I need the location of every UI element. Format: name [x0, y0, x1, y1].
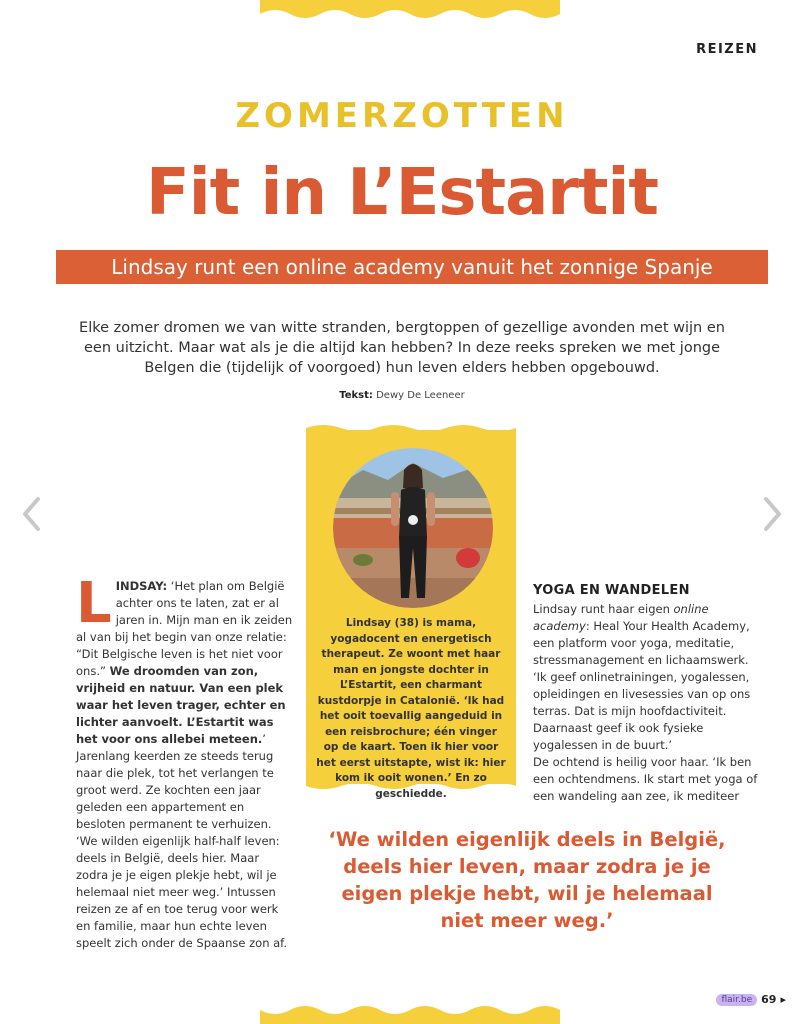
- right-paragraph-2: De ochtend is heilig voor haar. ‘Ik ben een ochtendmens. Ik start met yoga of een wandeling aan zee, ik mediteer: [533, 755, 758, 803]
- credit-author: Dewy De Leeneer: [376, 390, 465, 401]
- pull-quote: ‘We wilden eigenlijk deels in België, deels hier leven, maar zodra je je eigen plekje hebt, wil je helemaal niet meer weg.’: [328, 828, 726, 932]
- left-text-1: ‘Het plan om België achter ons te laten, zat er al jaren in. Mijn man en ik zeiden al van bij het begin van onze relatie: “Dit Belgische leven is het niet voor ons.”: [76, 579, 293, 678]
- page-arrow-icon: ▸: [780, 993, 786, 1006]
- top-wave-decoration: [260, 0, 560, 22]
- left-column-text: [76, 571, 294, 952]
- portrait-photo: [333, 448, 493, 608]
- headline: Fit in L’Estartit: [146, 156, 658, 230]
- subtitle-bar: Lindsay runt een online academy vanuit het zonnige Spanje: [56, 250, 768, 284]
- left-text-2: ’ Jarenlang keerden ze steeds terug naar die plek, tot het verlangen te groot werd. Ze kochten een jaar geleden een appartement en besloten permanent te verhuizen. ‘We wilden eigenlijk half-half leven: deels in België, deels hier. Maar zodra je je eigen plekje hebt, wil je helemaal niet meer weg.’ Intussen reizen ze af en toe terug voor werk en familie, maar hun echte leven speelt zich onder de Spaanse zon af.: [76, 732, 288, 950]
- page-footer: [716, 993, 786, 1006]
- right-p1-a: Lindsay runt haar eigen: [533, 602, 674, 616]
- left-text-bold: We droomden van zon, vrijheid en natuur. Van een plek waar het leven trager, echter en lichter aanvoelt. L’Estartit was het voor ons allebei meteen.: [76, 664, 286, 746]
- section-label: REIZEN: [696, 42, 758, 57]
- page-number: 69: [761, 993, 777, 1006]
- author-credit: [0, 390, 804, 401]
- previous-page-arrow-icon[interactable]: [20, 496, 42, 532]
- sidebar-top-wave: [306, 422, 516, 434]
- drop-cap: L: [76, 571, 112, 636]
- right-column-text: [533, 582, 763, 805]
- kicker-title: ZOMERZOTTEN: [235, 96, 569, 136]
- brand-badge[interactable]: flair.be: [716, 994, 757, 1006]
- credit-label: Tekst:: [339, 390, 373, 401]
- speaker-name: INDSAY:: [115, 579, 168, 593]
- intro-paragraph: Elke zomer dromen we van witte stranden, bergtoppen of gezellige avonden met wijn en een uitzicht. Maar wat als je die altijd kan hebben? In deze reeks spreken we met jonge Belgen die (tijdelijk of voorgoed) hun leven elders hebben opgebouwd.: [79, 320, 725, 376]
- bottom-wave-decoration: [260, 1002, 560, 1024]
- next-page-arrow-icon[interactable]: [762, 496, 784, 532]
- right-p1-emphasis: online academy: [533, 602, 709, 633]
- right-paragraph-1: [533, 601, 763, 754]
- photo-caption: Lindsay (38) is mama, yogadocent en energetisch therapeut. Ze woont met haar man en jongste dochter in L’Estartit, een charmant kustdorpje in Catalonië. ‘Ik had het ooit toevallig aangeduid in een reisbrochure; één vinger op de kaart. Toen ik hier voor het eerst uitstapte, wist ik: hier kom ik ooit wonen.’ En zo geschiedde.: [316, 617, 506, 800]
- right-p1-b: : Heal Your Health Academy, een platform voor yoga, meditatie, stressmanagement en lichaamswerk. ‘Ik geef onlinetrainingen, yogalessen, opleidingen en livesessies van op ons terras. Dat is mijn hoofdactiviteit. Daarnaast geef ik ook fysieke yogalessen in de buurt.’: [533, 619, 751, 752]
- section-heading: YOGA EN WANDELEN: [533, 583, 690, 598]
